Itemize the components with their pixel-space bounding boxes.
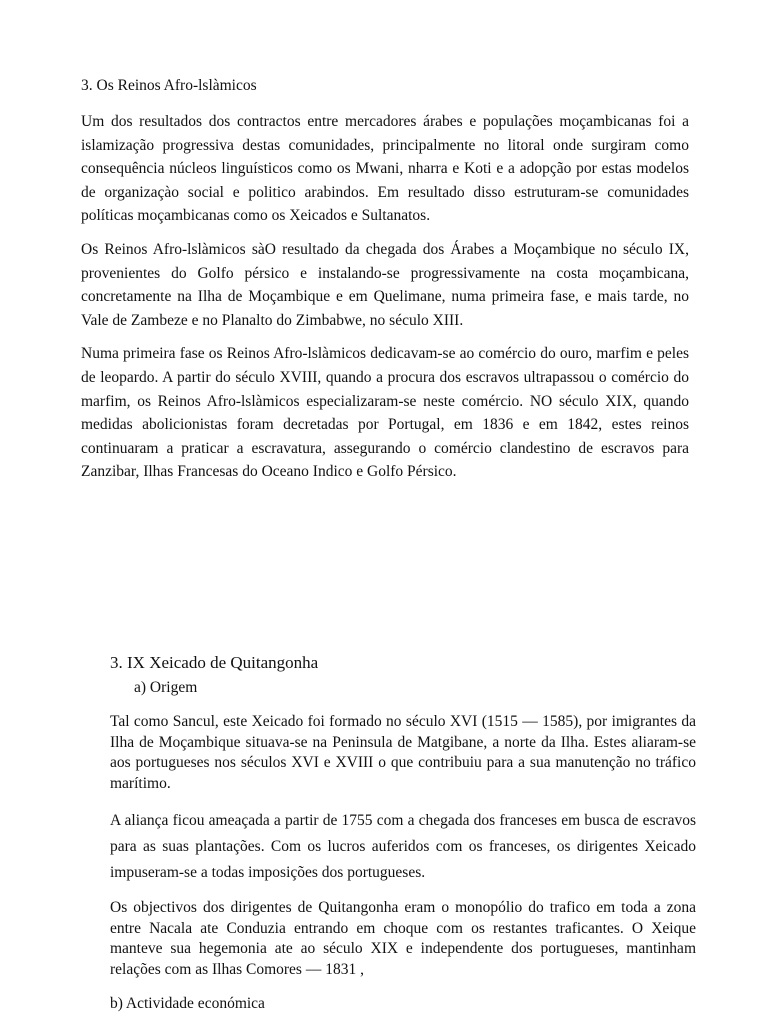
paragraph: Os objectivos dos dirigentes de Quitangonha eram o monopólio do trafico em toda a zona entre Nacala ate Conduzia entrando em choque com os restantes traficantes. O Xeique manteve sua hegemonia ate ao século XIX e independente dos portugueses, mantinham relações com as Ilhas Comores — 1831 ,	[110, 899, 696, 978]
paragraph: A aliança ficou ameaçada a partir de 1755 com a chegada dos franceses em busca de escravos para as suas plantações. Com os lucros auferidos com os franceses, os dirigentes Xeicado impuseram-se a todas imposições dos portugueses.	[110, 812, 696, 881]
paragraph: Numa primeira fase os Reinos Afro-lslàmicos dedicavam-se ao comércio do ouro, marfim e peles de leopardo. A partir do século XVIII, quando a procura dos escravos ultrapassou o comércio do marfim, os Reinos Afro-lslàmicos especializaram-se neste comércio. NO século XIX, quando medidas abolicionistas foram decretadas por Portugal, em 1836 e em 1842, estes reinos continuaram a praticar a escravatura, assegurando o comércio clandestino de escravos para Zanzibar, Ilhas Francesas do Oceano Indico e Golfo Pérsico.	[81, 345, 689, 481]
paragraph: Tal como Sancul, este Xeicado foi formado no século XVI (1515 — 1585), por imigrantes da Ilha de Moçambique situava-se na Peninsula de Matgibane, a norte da Ilha. Estes aliaram-se aos portugueses nos séculos XVI e XVIII o que contribuiu para a sua manutenção no tráfico marítimo.	[110, 713, 696, 792]
subheading-actividade-economica: b) Actividade económica	[110, 995, 265, 1012]
subheading-origem: a) Origem	[134, 679, 198, 696]
section-heading: 3. IX Xeicado de Quitangonha	[110, 653, 319, 672]
section-reinos-afro-islamicos	[81, 76, 689, 494]
paragraph: Os Reinos Afro-lslàmicos sàO resultado da chegada dos Árabes a Moçambique no século IX, provenientes do Golfo pérsico e instalando-se progressivamente na costa moçambicana, concretamente na Ilha de Moçambique e em Quelimane, numa primeira fase, e mais tarde, no Vale de Zambeze e no Planalto do Zimbabwe, no século XIII.	[81, 240, 689, 329]
section-xeicado-quitangonha	[110, 652, 696, 1014]
section-heading: 3. Os Reinos Afro-lslàmicos	[81, 77, 257, 94]
paragraph: Um dos resultados dos contractos entre mercadores árabes e populações moçambicanas foi a islamização progressiva destas comunidades, principalmente no litoral onde surgiram como consequência núcleos linguísticos como os Mwani, nharra e Koti e a adopção por estas modelos de organizaçào social e politico arabindos. Em resultado disso estruturam-se comunidades políticas moçambicanas como os Xeicados e Sultanatos.	[81, 113, 689, 225]
